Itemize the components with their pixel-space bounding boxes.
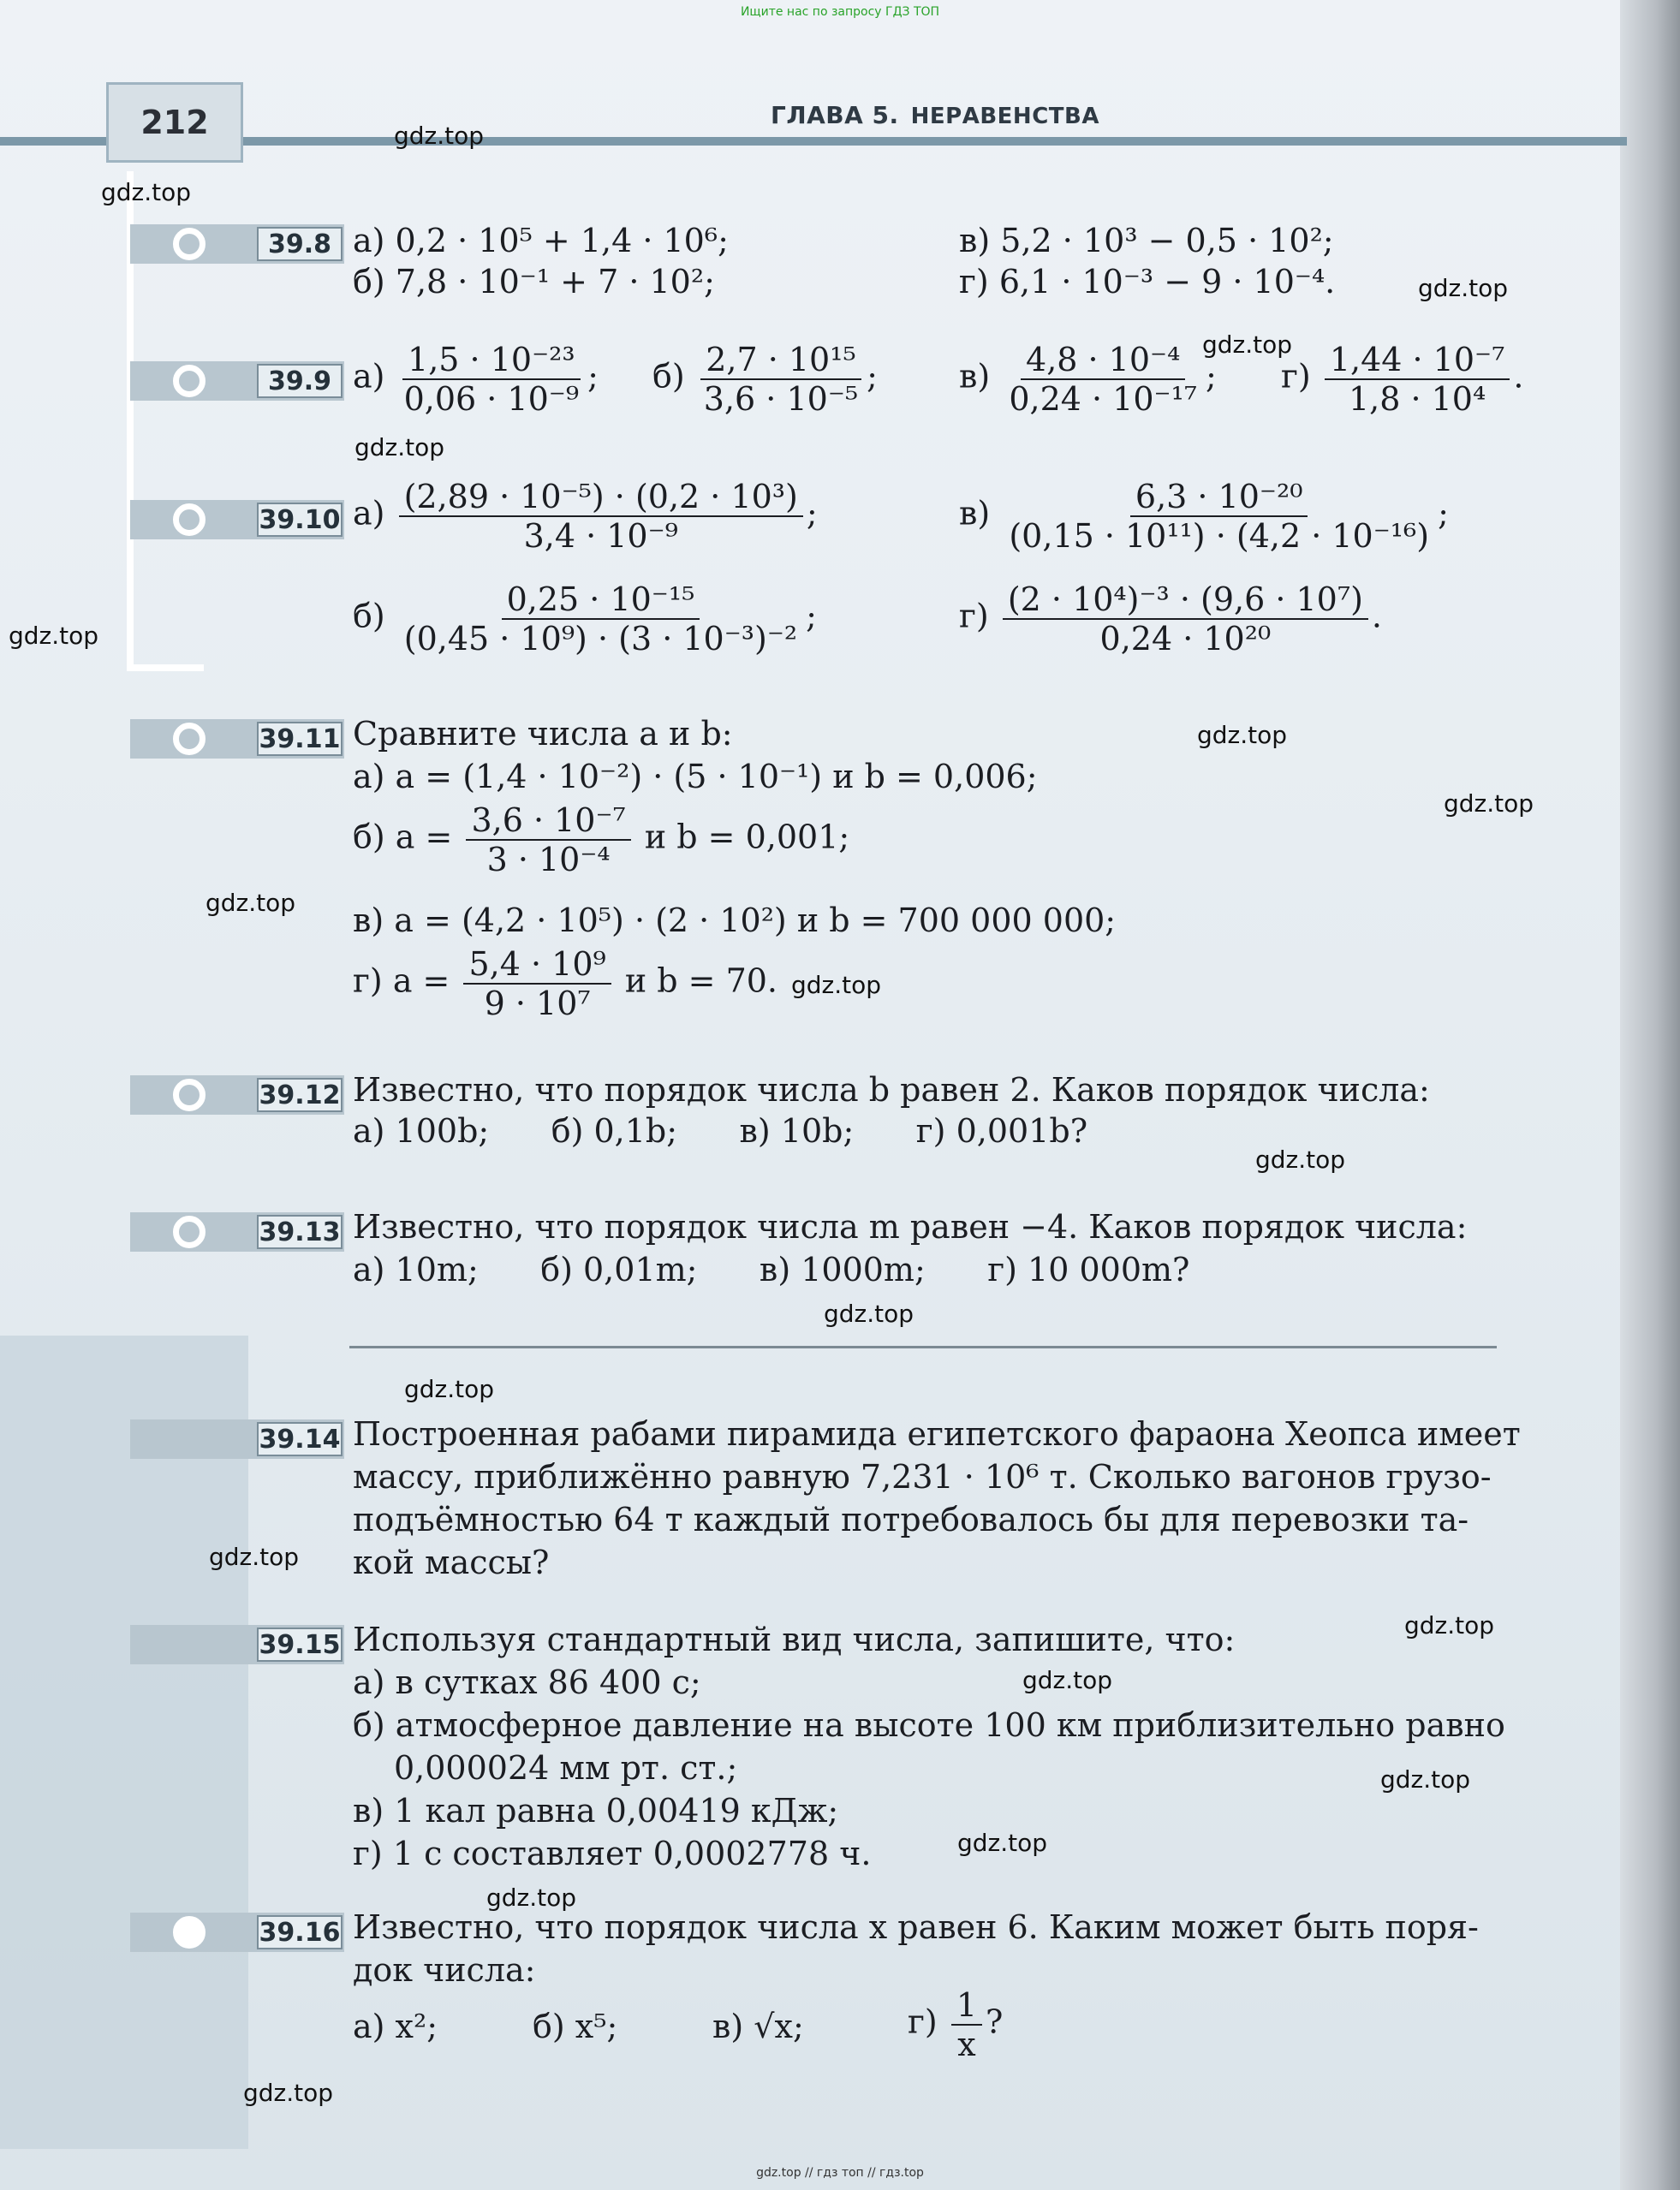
problem-intro: Известно, что порядок числа m равен −4. Каков порядок числа:: [353, 1208, 1468, 1246]
problem-label: [130, 1913, 344, 1952]
fraction: $\frac{\text{6,3 · 10⁻²⁰}}{\text{(0,15 · 10¹¹) · (4,2 · 10⁻¹⁶)}}$: [1009, 478, 1430, 555]
problem-label: [130, 224, 344, 264]
page-number: 212: [140, 104, 209, 141]
problem-intro: Используя стандартный вид числа, запишите, что:: [353, 1621, 1236, 1658]
problem-label: [130, 1075, 344, 1115]
item-g: г) $\frac{\text{(2 · 10⁴)⁻³ · (9,6 · 10⁷)}}{\text{0,24 · 10²⁰}}$ .: [959, 580, 1383, 658]
text-line: кой массы?: [353, 1544, 550, 1581]
watermark: gdz.top: [9, 622, 99, 650]
item-b: б) 7,8 · 10⁻¹ + 7 · 10²;: [353, 263, 715, 301]
fraction: $\frac{\text{(2 · 10⁴)⁻³ · (9,6 · 10⁷)}}{\text{0,24 · 10²⁰}}$: [1003, 580, 1368, 658]
item-b: б) атмосферное давление на высоте 100 км приблизительно равно: [353, 1706, 1505, 1744]
circle-icon: [173, 1079, 206, 1111]
circle-icon: [173, 228, 206, 260]
item-g: г) 1 с составляет 0,0002778 ч.: [353, 1835, 872, 1872]
watermark: gdz.top: [1404, 1611, 1495, 1640]
fraction: $\frac{\text{(2,89 · 10⁻⁵) · (0,2 · 10³)}}{\text{3,4 · 10⁻⁹}}$: [399, 478, 803, 555]
item-g: г) 6,1 · 10⁻³ − 9 · 10⁻⁴.: [959, 263, 1336, 301]
item-v: в) √x;: [712, 2008, 804, 2045]
problem-label: [130, 1212, 344, 1252]
text-line: подъёмностью 64 т каждый потребовалось бы для перевозки та-: [353, 1501, 1469, 1538]
item-b-continued: 0,000024 мм рт. ст.;: [394, 1749, 738, 1787]
watermark: gdz.top: [206, 889, 296, 917]
text-line: Построенная рабами пирамида египетского фараона Хеопса имеет: [353, 1415, 1521, 1453]
item-b: б) $\frac{\text{2,7 · 10¹⁵}}{\text{3,6 · 10⁻⁵}}$ ;: [652, 341, 878, 418]
page-number-box: [106, 82, 243, 163]
text-line: док числа:: [353, 1951, 536, 1989]
item-a: а) $\frac{\text{(2,89 · 10⁻⁵) · (0,2 · 10³)}}{\text{3,4 · 10⁻⁹}}$ ;: [353, 478, 818, 555]
item-b: б) $\frac{\text{0,25 · 10⁻¹⁵}}{\text{(0,45 · 10⁹) · (3 · 10⁻³)⁻²}}$ ;: [353, 580, 817, 658]
item-b: б) a = $\frac{\text{3,6 · 10⁻⁷}}{\text{3 · 10⁻⁴}}$ и b = 0,001;: [353, 801, 850, 878]
watermark: gdz.top: [957, 1829, 1048, 1857]
watermark: gdz.top: [243, 2079, 334, 2107]
fraction: $\frac{\text{1,44 · 10⁻⁷}}{\text{1,8 · 10⁴}}$: [1325, 341, 1510, 418]
problem-intro: Сравните числа a и b:: [353, 715, 733, 753]
fraction: $\frac{1}{x}$: [951, 1986, 982, 2063]
watermark: gdz.top: [1444, 789, 1534, 818]
bottom-note: gdz.top // гдз топ // гдз.top: [756, 2166, 924, 2180]
header-bar: [0, 137, 1627, 146]
fraction: $\frac{\text{5,4 · 10⁹}}{\text{9 · 10⁷}}$: [463, 945, 611, 1022]
chapter-name: НЕРАВЕНСТВА: [910, 104, 1099, 129]
text-line: массу, приближённо равную 7,231 · 10⁶ т. Сколько вагонов грузо-: [353, 1458, 1492, 1496]
fraction: $\frac{\text{4,8 · 10⁻⁴}}{\text{0,24 · 10⁻¹⁷}}$: [1009, 341, 1198, 418]
chapter-title: [771, 101, 1099, 129]
chapter-label: ГЛАВА 5.: [771, 101, 899, 129]
item-v: в) 1 кал равна 0,00419 кДж;: [353, 1792, 839, 1830]
fraction: $\frac{\text{1,5 · 10⁻²³}}{\text{0,06 · 10⁻⁹}}$: [403, 341, 580, 418]
watermark: gdz.top: [1380, 1765, 1471, 1794]
watermark: gdz.top: [791, 971, 882, 999]
side-bracket-foot: [127, 664, 204, 671]
watermark: gdz.top: [1255, 1146, 1346, 1174]
watermark: gdz.top: [824, 1300, 914, 1328]
watermark: gdz.top: [209, 1543, 300, 1571]
problem-label: [130, 1625, 344, 1664]
problem-number: 39.9: [257, 364, 343, 398]
circle-icon: [173, 365, 206, 397]
problem-number: 39.14: [257, 1422, 343, 1456]
book-spine-shadow: [1620, 0, 1680, 2190]
section-divider: [349, 1346, 1497, 1348]
problem-label: [130, 1419, 344, 1459]
fraction: $\frac{\text{2,7 · 10¹⁵}}{\text{3,6 · 10⁻⁵}}$: [699, 341, 863, 418]
item-g: г) $\frac{1}{x}$ ?: [908, 1986, 1004, 2063]
problem-label: [130, 719, 344, 759]
item-b: б) x⁵;: [533, 2008, 618, 2045]
item-a: а) a = (1,4 · 10⁻²) · (5 · 10⁻¹) и b = 0,006;: [353, 758, 1038, 795]
filled-circle-icon: [173, 1916, 206, 1949]
watermark: gdz.top: [1197, 721, 1288, 749]
circle-icon: [173, 1216, 206, 1248]
problem-number: 39.15: [257, 1628, 343, 1662]
text-line: Известно, что порядок числа x равен 6. Каким может быть поря-: [353, 1908, 1479, 1946]
watermark: gdz.top: [1418, 274, 1509, 302]
top-note: Ищите нас по запросу ГДЗ ТОП: [740, 5, 940, 19]
item-g: г) $\frac{\text{1,44 · 10⁻⁷}}{\text{1,8 · 10⁴}}$ .: [1281, 341, 1524, 418]
item-a: а) x²;: [353, 2008, 438, 2045]
item-a: а) $\frac{\text{1,5 · 10⁻²³}}{\text{0,06 · 10⁻⁹}}$ ;: [353, 341, 599, 418]
problem-label: [130, 361, 344, 401]
watermark: gdz.top: [354, 433, 445, 461]
fraction: $\frac{\text{0,25 · 10⁻¹⁵}}{\text{(0,45 · 10⁹) · (3 · 10⁻³)⁻²}}$: [403, 580, 798, 658]
item-v: в) $\frac{\text{4,8 · 10⁻⁴}}{\text{0,24 · 10⁻¹⁷}}$ ;: [959, 341, 1217, 418]
problem-items: а) 10m; б) 0,01m; в) 1000m; г) 10 000m?: [353, 1251, 1190, 1288]
item-a: а) 0,2 · 10⁵ + 1,4 · 10⁶;: [353, 222, 729, 259]
problem-number: 39.13: [257, 1215, 343, 1249]
watermark: gdz.top: [1022, 1666, 1113, 1694]
problem-number: 39.12: [257, 1078, 343, 1112]
fraction: $\frac{\text{3,6 · 10⁻⁷}}{\text{3 · 10⁻⁴}}$: [466, 801, 630, 878]
item-a: а) в сутках 86 400 с;: [353, 1663, 701, 1701]
item-v: в) a = (4,2 · 10⁵) · (2 · 10²) и b = 700 000 000;: [353, 902, 1117, 939]
problem-label: [130, 500, 344, 539]
circle-icon: [173, 723, 206, 755]
circle-icon: [173, 503, 206, 536]
problem-number: 39.11: [257, 722, 343, 756]
item-v: в) 5,2 · 10³ − 0,5 · 10²;: [959, 222, 1334, 259]
watermark: gdz.top: [486, 1884, 577, 1912]
problem-number: 39.16: [257, 1915, 343, 1949]
problem-items: а) 100b; б) 0,1b; в) 10b; г) 0,001b?: [353, 1112, 1088, 1150]
item-g: г) a = $\frac{\text{5,4 · 10⁹}}{\text{9 · 10⁷}}$ и b = 70.: [353, 945, 778, 1022]
problem-number: 39.10: [257, 503, 343, 537]
watermark: gdz.top: [404, 1375, 495, 1403]
problem-intro: Известно, что порядок числа b равен 2. Каков порядок числа:: [353, 1071, 1430, 1109]
problem-number: 39.8: [257, 227, 343, 261]
item-v: в) $\frac{\text{6,3 · 10⁻²⁰}}{\text{(0,15 · 10¹¹) · (4,2 · 10⁻¹⁶)}}$ ;: [959, 478, 1449, 555]
watermark: gdz.top: [394, 122, 485, 150]
watermark: gdz.top: [101, 178, 192, 206]
watermark: gdz.top: [1202, 330, 1293, 359]
